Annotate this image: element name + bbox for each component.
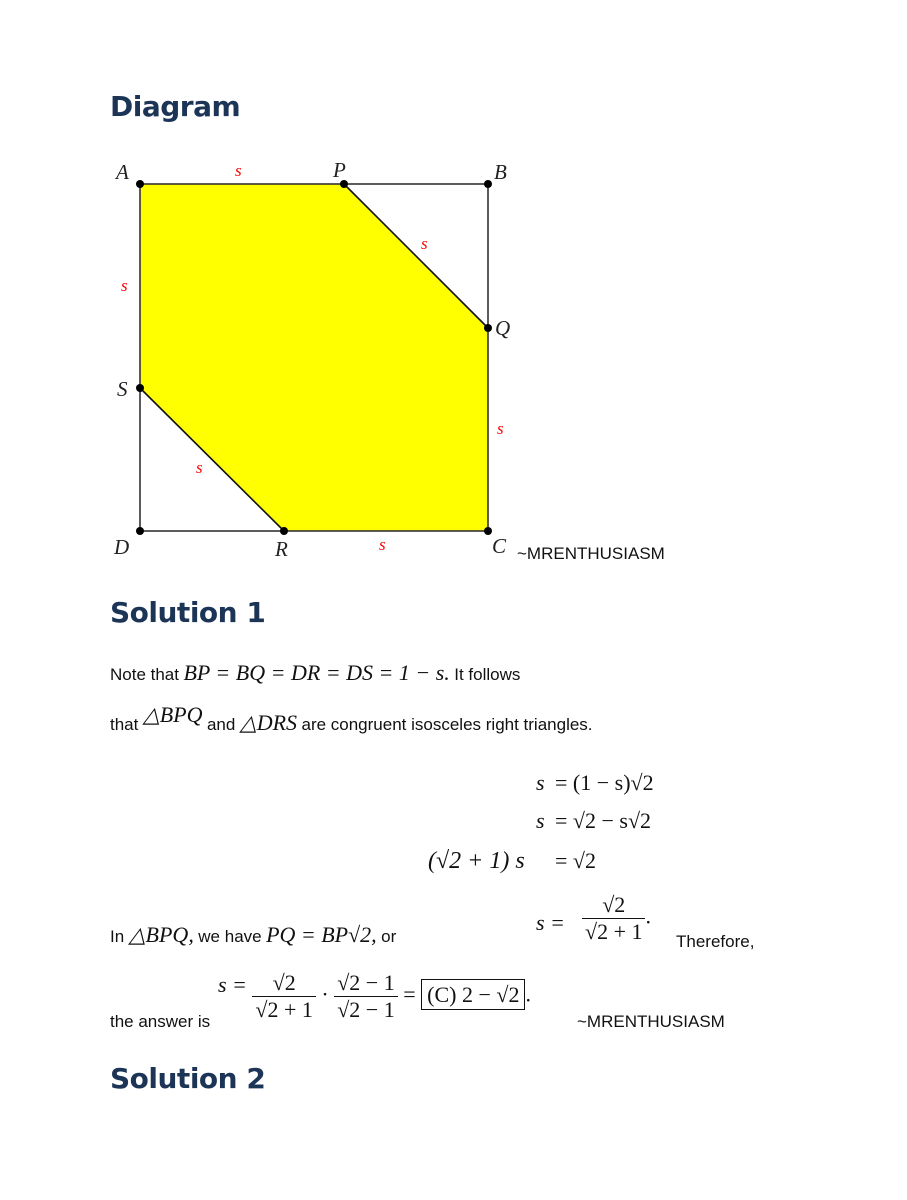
label-q: Q [495, 316, 511, 340]
svg-text:s: s [196, 458, 203, 477]
label-a: A [116, 160, 129, 184]
svg-text:s: s [379, 535, 386, 554]
label-r: R [275, 537, 288, 561]
label-b: B [494, 160, 507, 184]
label-p: P [333, 158, 346, 182]
solution-1-line-3: In △BPQ, we have PQ = BP√2, or [110, 922, 397, 947]
solution-2-heading: Solution 2 [110, 1062, 266, 1095]
label-d: D [114, 535, 130, 559]
svg-text:s: s [235, 161, 242, 180]
yellow-octagon-region [140, 184, 488, 531]
final-answer-expression: s = $\frac{√2}{√2 + 1}$ · $\frac{√2 - 1}{√2 - 1}$ = (C) 2 − √2 . [218, 970, 531, 1022]
diagram-heading: Diagram [110, 90, 241, 123]
svg-text:s: s [497, 419, 504, 438]
label-c: C [492, 534, 507, 558]
svg-text:s: s [121, 276, 128, 295]
fraction-sqrt2-over-sqrt2-plus-1: $\frac{√2}{√2 + 1}$ . [582, 892, 651, 945]
label-s: S [117, 377, 128, 401]
solution-1-line-2: that △BPQ and △DRS are congruent isosceles right triangles. [110, 702, 593, 735]
solution-1-heading: Solution 1 [110, 596, 266, 629]
solution-credit: ~MRENTHUSIASM [577, 1012, 725, 1031]
boxed-answer: (C) 2 − √2 [421, 979, 525, 1010]
diagram-credit: ~MRENTHUSIASM [517, 544, 665, 563]
solution-1-line-1: Note that BP = BQ = DR = DS = 1 − s. It follows [110, 660, 521, 685]
math-equal-lengths: BP = BQ = DR = DS = 1 − s. [183, 660, 450, 685]
svg-text:s: s [421, 234, 428, 253]
octagon-diagram [100, 150, 540, 570]
